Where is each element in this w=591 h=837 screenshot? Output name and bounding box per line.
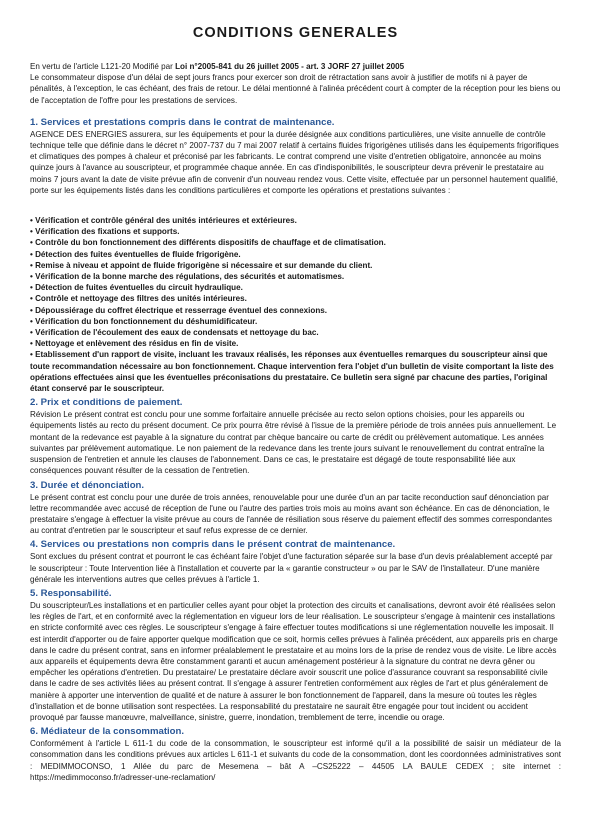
- list-item: • Vérification de l'écoulement des eaux de condensats et nettoyage du bac.: [30, 328, 319, 338]
- list-item: • Contrôle et nettoyage des filtres des unités intérieures.: [30, 294, 247, 304]
- section-1-list: [30, 215, 561, 394]
- section-5-heading: 5. Responsabilité.: [30, 587, 112, 599]
- section-6-body: Conformément à l'article L 611-1 du code de la consommation, le souscripteur est informé qu'il a la possibilité de saisir un médiateur de la consommation dans les conditions prévues aux articles L 611-1 et suivants du code de la consommation, dont les coordonnées administratives sont : MEDIMMOCONSO, 1 Allée du parc de Mesemena – bât A –CS25222 – 44505 LA BAULE CEDEX ; site internet : https://medimmoconso.fr/adresser-une-reclamation/: [30, 739, 561, 782]
- list-item: • Vérification de la bonne marche des régulations, des sécurités et automatismes.: [30, 272, 345, 282]
- list-item: • Détection des fuites éventuelles de fluide frigorigène.: [30, 249, 241, 259]
- list-item: • Nettoyage et enlèvement des résidus en fin de visite.: [30, 339, 239, 349]
- intro-paragraph: Le consommateur dispose d'un délai de sept jours francs pour exercer son droit de rétractation sans avoir à justifier de motifs ni à payer de pénalités, à l'exception, le cas échéant, des frais de retour. Le délai mentionné à l'alinéa précédent court à compter de la réception pour les biens ou de l'acceptation de l'offre pour les prestations de services.: [30, 73, 561, 105]
- list-item: • Vérification et contrôle général des unités intérieures et extérieures.: [30, 216, 297, 226]
- section-3-body: Le présent contrat est conclu pour une durée de trois années, renouvelable pour une durée d'un an par tacite reconduction sauf dénonciation par lettre recommandée avec accusé de réception de l'une ou l'autre des parties trois mois au moins avant son échéance. En cas de dénonciation, le prestataire s'engage à effectuer la visite prévue au cours de l'année de résiliation sous réserve du paiement effectif des sommes correspondantes au contrat d'entretien par le souscripteur et sauf refus expresse de ce dernier.: [30, 492, 552, 536]
- section-4-heading: 4. Services ou prestations non compris dans le présent contrat de maintenance.: [30, 539, 396, 551]
- section-2-heading: 2. Prix et conditions de paiement.: [30, 397, 183, 409]
- section-4-body: Sont exclues du présent contrat et pourront le cas échéant faire l'objet d'une facturation séparée sur la base d'un devis préalablement accepté par le souscripteur : Toute Intervention liée à l'installation et couverte par la « garantie constructeur » ou par le SAV de l'installateur. D'une manière générale les interventions autres que celles prévues à l'article 1.: [30, 552, 553, 584]
- page-title: CONDITIONS GENERALES: [192, 25, 399, 41]
- list-item: • Contrôle du bon fonctionnement des différents dispositifs de chauffage et de climatisation.: [30, 238, 386, 248]
- list-item: • Vérification du bon fonctionnement du déshumidificateur.: [30, 316, 258, 326]
- list-item: • Vérification des fixations et supports.: [30, 227, 180, 237]
- list-item: • Dépoussiérage du coffret électrique et resserrage éventuel des connexions.: [30, 305, 328, 315]
- intro-reference-text: En vertu de l'article L121-20 Modifié par: [30, 62, 173, 71]
- intro-legal-reference: [30, 61, 561, 72]
- section-3-heading: 3. Durée et dénonciation.: [30, 479, 145, 491]
- list-item: • Remise à niveau et appoint de fluide frigorigène si nécessaire et sur demande du client.: [30, 260, 373, 270]
- section-1-heading: 1. Services et prestations compris dans le contrat de maintenance.: [30, 116, 335, 128]
- section-5-body: Du souscripteur/Les installations et en particulier celles ayant pour objet la protection des circuits et canalisations, devront avoir été réalisées selon les règles de l'art, et en conformité avec la réglementation en vigueur lors de leur réalisation. Le souscripteur s'engage à maintenir ces installations en stricte conformité avec ces règles. Le souscripteur s'engage à faire effectuer toutes modifications si une réglementation nouvelle les imposait. Il est interdit d'apporter ou de faire apporter quelque modification que ce soit, hormis celles prévues à l'alinéa précédent, aux appareils pris en charge dans le cadre du présent contrat, sans en informer préalablement le prestataire et au moins lors de la prise de rendez vous de visite. Le libre accès aux appareils et équipements devra être constamment garanti et aucun aménagement postérieur à la signature du contrat ne devra gêner ou empêcher les opérations d'entretien. Du prestataire/ Le prestataire déclare avoir souscrit une police d'assurance couvrant sa responsabilité civile dans le cadre de ses activités liées au présent contrat. Il s'engage à assurer l'entretien conformément aux règles de l'art et plus généralement de manière à apporter une intervention de qualité et de nature à assurer le bon fonctionnement de l'appareil, dans la mesure où toutes les règles d'installation et de bonne utilisation sont respectées. La responsabilité du prestataire ne saurait être engagée pour tout incident ou accident provoqué par fausse manœuvre, malveillance, sinistre, guerre, inondation, tremblement de terre, incendie ou orage.: [30, 600, 558, 722]
- spacer: [30, 196, 561, 215]
- section-2-body: Révision Le présent contrat est conclu pour une somme forfaitaire annuelle précisée au recto selon options choisies, pour les appareils ou équipements listés au recto du présent document. Ce prix pourra être révisé à l'issue de la première période de trois années puis annuellement. Le montant de la redevance est payable à la signature du contrat par chèque bancaire ou carte de crédit ou prélèvement automatique. Les années suivantes par prélèvement automatique. Le non paiement de la redevance dans les trente jours suivant le renouvellement du contrat entraîne la suspension de l'entretien et annule les clauses de l'abonnement. Dans ce cas, le prestataire est dégagé de toute responsabilité liée aux conséquences pouvant résulter de la cessation de l'entretien.: [30, 410, 557, 476]
- section-6-heading: 6. Médiateur de la consommation.: [30, 726, 185, 738]
- section-1-body: AGENCE DES ENERGIES assurera, sur les équipements et pour la durée désignée aux conditions particulières, une visite annuelle de contrôle technique telle que définie dans le décret n° 2007-737 du 7 mai 2007 relatif à certains fluides frigorigènes utilisés dans les équipements frigorifiques et climatiques des pompes à chaleur et préconisé par les fabricants. Le contrat comprend une visite d'entretien obligatoire, annoncée au moins quinze jours à l'avance au souscripteur, et programmée chaque année. En cas d'indisponibilités, le souscripteur devra prévenir le prestataire au moins 7 jours avant la date de visite prévue afin de convenir d'un nouveau rendez vous. Cette visite, effectuée par un personnel hautement qualifié, porte sur les équipements listés dans les conditions particulières et comporte les opérations et prestations suivantes :: [30, 129, 559, 195]
- list-item: • Détection de fuites éventuelles du circuit hydraulique.: [30, 283, 243, 293]
- list-item: • Etablissement d'un rapport de visite, incluant les travaux réalisés, les réponses aux éventuelles remarques du souscripteur ainsi que toute recommandation nécessaire au bon fonctionnement. Chaque intervention fera l'objet d'un bulletin de visite comportant la liste des opérations effectuées ainsi que les éventuelles préconisations du prestataire. Ce bulletin sera signé par chacune des parties, l'original étant conservé par le souscripteur.: [30, 350, 554, 394]
- intro-law-reference: Loi n°2005-841 du 26 juillet 2005 - art. 3 JORF 27 juillet 2005: [175, 62, 405, 71]
